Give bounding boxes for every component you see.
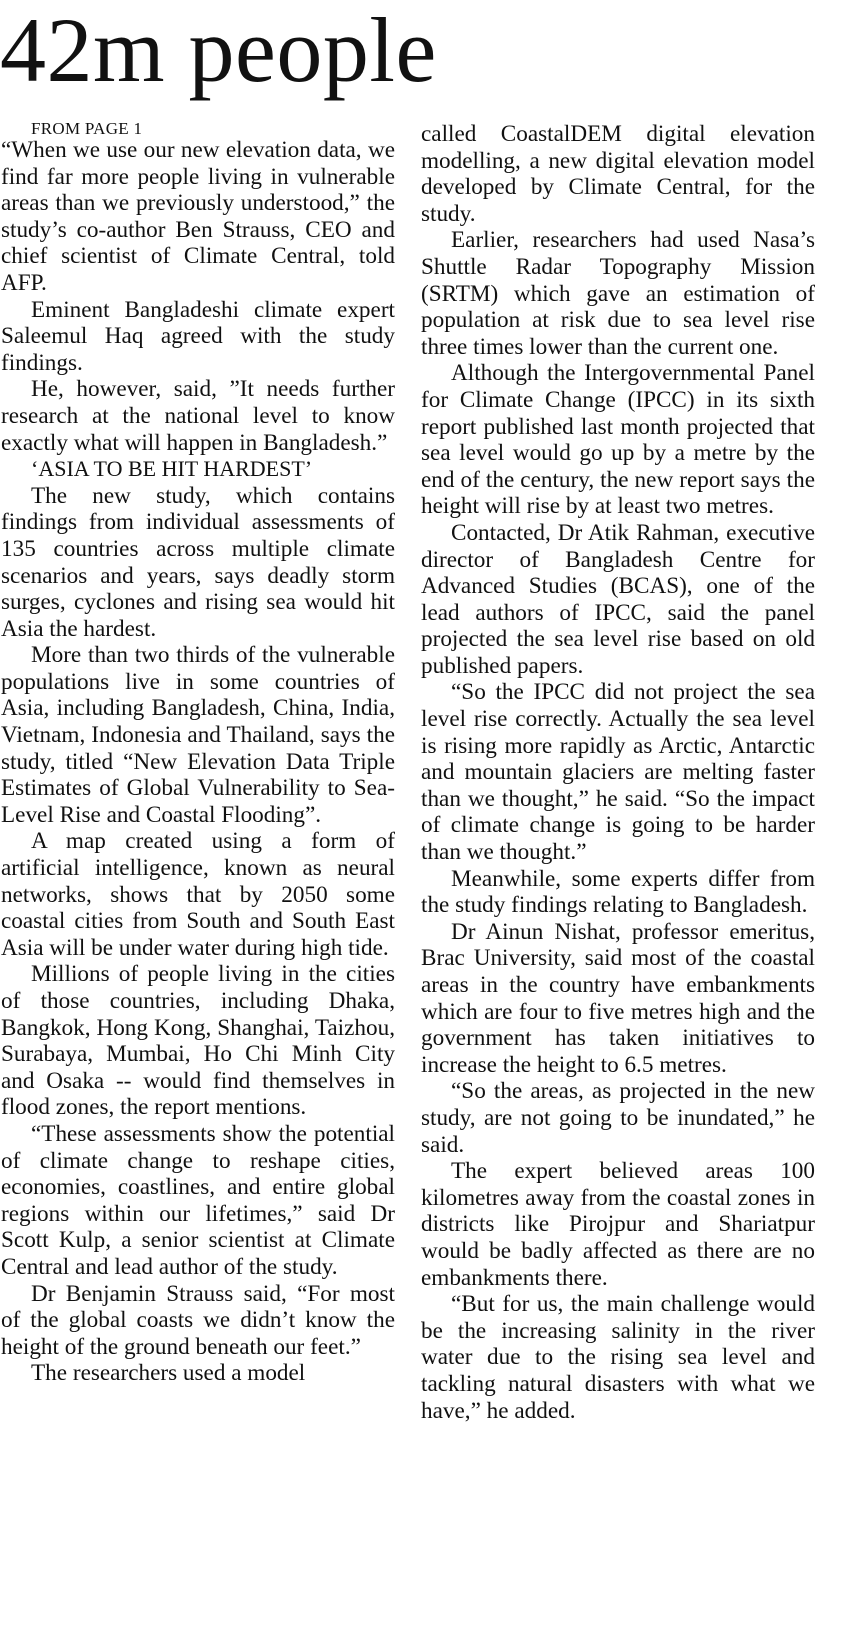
paragraph: More than two thirds of the vulnerable populations live in some countries of Asia, including Bangladesh, China, India, Vietnam, Indonesia and Thailand, says the study, titled “New Elevation Data Triple Estimates of Global Vulnerability to Sea-Level Rise and Coastal Flooding”. <box>1 642 395 828</box>
paragraph: The expert believed areas 100 kilometres away from the coastal zones in districts like Pirojpur and Shariatpur would be badly affected as there are no embankments there. <box>421 1158 815 1291</box>
paragraph: Although the Intergovernmental Panel for Climate Change (IPCC) in its sixth report published last month projected that sea level would go up by a metre by the end of the century, the new report says the height will rise by at least two metres. <box>421 360 815 520</box>
paragraph: Dr Ainun Nishat, professor emeritus, Brac University, said most of the coastal areas in the country have embankments which are four to five metres high and the government has taken initiatives to increase the height to 6.5 metres. <box>421 918 815 1078</box>
paragraph: He, however, said, ”It needs further research at the national level to know exactly what will happen in Bangladesh.” <box>1 376 395 456</box>
paragraph: Earlier, researchers had used Nasa’s Shuttle Radar Topography Mission (SRTM) which gave an estimation of population at risk due to sea level rise three times lower than the current one. <box>421 227 815 360</box>
article-column-right <box>421 121 815 1424</box>
headline: 42m people <box>0 0 437 101</box>
paragraph: “So the IPCC did not project the sea level rise correctly. Actually the sea level is rising more rapidly as Arctic, Antarctic and mountain glaciers are melting faster than we thought,” he said. “So the impact of climate change is going to be harder than we thought.” <box>421 679 815 866</box>
paragraph: The researchers used a model <box>31 1360 306 1387</box>
kicker-from-page: FROM PAGE 1 <box>31 119 143 138</box>
paragraph: The new study, which contains findings from individual assessments of 135 countries across multiple climate scenarios and years, says deadly storm surges, cyclones and rising sea would hit Asia the hardest. <box>1 482 395 642</box>
paragraph: called CoastalDEM digital elevation modelling, a new digital elevation model developed by Climate Central, for the study. <box>421 121 815 227</box>
paragraph: A map created using a form of artificial intelligence, known as neural networks, shows that by 2050 some coastal cities from South and South East Asia will be under water during high tide. <box>1 828 395 961</box>
subheading: ‘ASIA TO BE HIT HARDEST’ <box>31 456 313 482</box>
paragraph: Eminent Bangladeshi climate expert Saleemul Haq agreed with the study findings. <box>1 296 395 376</box>
paragraph: Meanwhile, some experts differ from the study findings relating to Bangladesh. <box>421 865 815 919</box>
paragraph: Millions of people living in the cities of those countries, including Dhaka, Bangkok, Hong Kong, Shanghai, Taizhou, Surabaya, Mumbai, Ho Chi Minh City and Osaka -- would find themselves in flood zones, the report mentions. <box>1 961 395 1121</box>
paragraph: “When we use our new elevation data, we find far more people living in vulnerable areas than we previously understood,” the study’s co-author Ben Strauss, CEO and chief scientist of Climate Central, told AFP. <box>1 137 395 296</box>
article-column-left <box>1 121 395 1387</box>
paragraph: “So the areas, as projected in the new study, are not going to be inundated,” he said. <box>421 1078 815 1158</box>
paragraph: “But for us, the main challenge would be the increasing salinity in the river water due to the rising sea level and tackling natural disasters with what we have,” he added. <box>421 1291 815 1424</box>
paragraph: “These assessments show the potential of climate change to reshape cities, economies, coastlines, and entire global regions within our lifetimes,” said Dr Scott Kulp, a senior scientist at Climate Central and lead author of the study. <box>1 1120 395 1280</box>
paragraph: Contacted, Dr Atik Rahman, executive director of Bangladesh Centre for Advanced Studies (BCAS), one of the lead authors of IPCC, said the panel projected the sea level rise based on old published papers. <box>421 519 815 679</box>
paragraph: Dr Benjamin Strauss said, “For most of the global coasts we didn’t know the height of the ground beneath our feet.” <box>1 1280 395 1360</box>
